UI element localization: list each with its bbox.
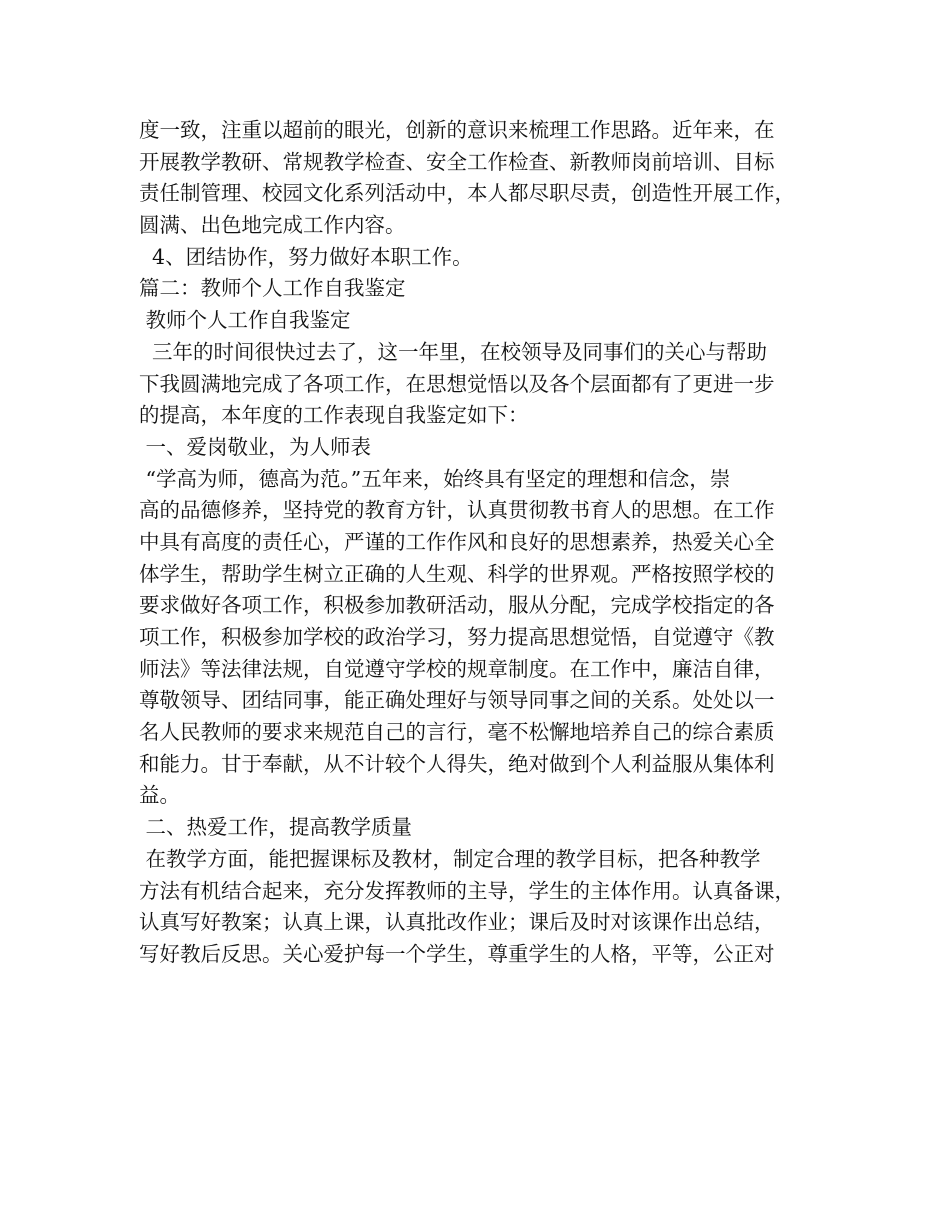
subsection-heading: 二、热爱工作，提高教学质量 — [139, 815, 413, 840]
text-line: 三年的时间很快过去了，这一年里，在校领导及同事们的关心与帮助 — [139, 339, 768, 364]
text-line: 体学生，帮助学生树立正确的人生观、科学的世界观。严格按照学校的 — [139, 561, 775, 586]
text-line: 在教学方面，能把握课标及教材，制定合理的教学目标，把各种教学 — [139, 846, 761, 871]
text-line: 要求做好各项工作，积极参加教研活动，服从分配，完成学校指定的各 — [139, 593, 775, 618]
text-line: 中具有高度的责任心，严谨的工作作风和良好的思想素养，热爱关心全 — [139, 529, 775, 554]
text-line: “学高为师，德高为范。”五年来，始终具有坚定的理想和信念，崇 — [139, 466, 731, 491]
text-line: 高的品德修养，坚持党的教育方针，认真贯彻教书育人的思想。在工作 — [139, 498, 775, 523]
document-title: 教师个人工作自我鉴定 — [139, 308, 351, 333]
subsection-heading: 一、爱岗敬业，为人师表 — [139, 434, 372, 459]
text-line: 写好教后反思。关心爱护每一个学生，尊重学生的人格，平等，公正对 — [139, 941, 775, 966]
text-line: 和能力。甘于奉献，从不计较个人得失，绝对做到个人利益服从集体利 — [139, 751, 775, 776]
text-line: 度一致，注重以超前的眼光，创新的意识来梳理工作思路。近年来，在 — [139, 118, 775, 142]
list-item: 4、团结协作，努力做好本职工作。 — [139, 244, 473, 269]
text-line: 名人民教师的要求来规范自己的言行，毫不松懈地培养自己的综合素质 — [139, 720, 775, 745]
text-line: 认真写好教案；认真上课，认真批改作业；课后及时对该课作出总结， — [139, 910, 775, 935]
text-line: 方法有机结合起来，充分发挥教师的主导，学生的主体作用。认真备课， — [139, 878, 795, 903]
text-line: 开展教学教研、常规教学检查、安全工作检查、新教师岗前培训、目标 — [139, 149, 775, 174]
document-body — [139, 115, 829, 971]
text-line: 益。 — [139, 783, 180, 808]
text-line: 圆满、出色地完成工作内容。 — [139, 213, 406, 238]
text-line: 的提高，本年度的工作表现自我鉴定如下： — [139, 403, 529, 428]
section-heading: 篇二：教师个人工作自我鉴定 — [139, 276, 406, 301]
text-line: 责任制管理、校园文化系列活动中，本人都尽职尽责，创造性开展工作， — [139, 181, 795, 206]
text-line: 尊敬领导、团结同事，能正确处理好与领导同事之间的关系。处处以一 — [139, 688, 775, 713]
text-line: 下我圆满地完成了各项工作，在思想觉悟以及各个层面都有了更进一步 — [139, 371, 775, 396]
text-line: 师法》等法律法规，自觉遵守学校的规章制度。在工作中，廉洁自律， — [139, 656, 775, 681]
text-line: 项工作，积极参加学校的政治学习，努力提高思想觉悟，自觉遵守《教 — [139, 625, 775, 649]
